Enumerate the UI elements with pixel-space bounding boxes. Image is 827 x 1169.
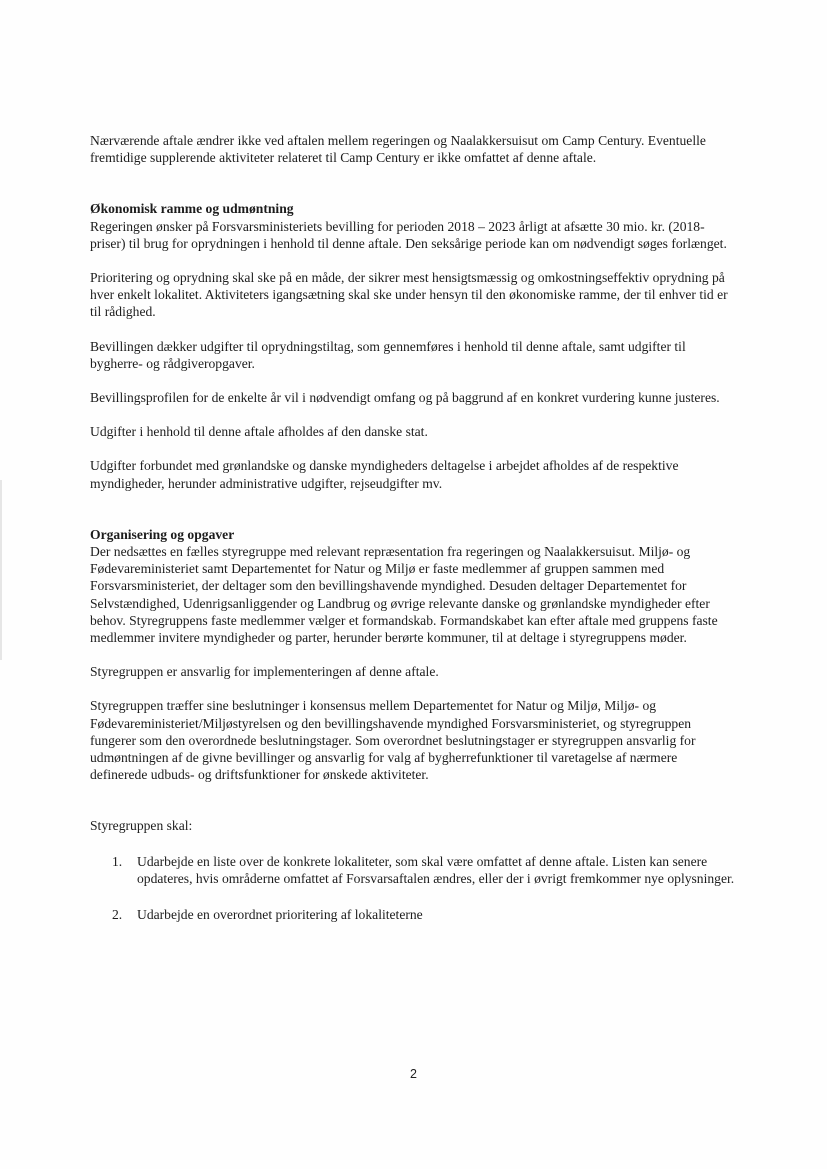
- organisation-paragraph-3: Styregruppen træffer sine beslutninger i konsensus mellem Departementet for Natur og Miljø, Miljø- og Fødevareministeriet/Miljøstyrelsen og den bevillingshavende myndighed Forsvarsministeriet, og styregruppen fungerer som den overordnede beslutningstager. Som overordnet beslutningstager er styregruppen ansvarlig for udmøntningen af de givne bevillinger og ansvarlig for valg af bygherrefunktioner til varetagelse af nærmere definerede udbuds- og driftsfunktioner for ønskede aktiviteter.: [90, 698, 696, 783]
- list-item: [90, 853, 735, 887]
- task-list-intro: Styregruppen skal:: [90, 818, 193, 834]
- economic-paragraph-4: Bevillingsprofilen for de enkelte år vil i nødvendigt omfang og på baggrund af en konkret vurdering kunne justeres.: [90, 390, 720, 406]
- economic-paragraph-6: Udgifter forbundet med grønlandske og danske myndigheders deltagelse i arbejdet afholdes af de respektive myndigheder, herunder administrative udgifter, rejseudgifter mv.: [90, 458, 679, 491]
- scan-edge-mark: [0, 480, 2, 660]
- organisation-paragraph-1: Der nedsættes en fælles styregruppe med relevant repræsentation fra regeringen og Naalakkersuisut. Miljø- og Fødevareministeriet samt Departementet for Natur og Miljø er faste medlemmer af gruppen sammen med Forsvarsministeriet, der deltager som den bevillingshavende myndighed. Desuden deltager Departementet for Selvstændighed, Udenrigsanliggender og Landbrug og øvrige relevante danske og grønlandske myndigheder efter behov. Styregruppens faste medlemmer vælger et formandskab. Formandskabet kan efter aftale med gruppens faste medlemmer invitere myndigheder og parter, herunder berørte kommuner, til at deltage i styregruppens møder.: [90, 544, 718, 646]
- economic-paragraph-3: Bevillingen dækker udgifter til oprydningstiltag, som gennemføres i henhold til denne aftale, samt udgifter til bygherre- og rådgiveropgaver.: [90, 338, 686, 371]
- page-number: 2: [410, 1067, 417, 1081]
- intro-paragraph: Nærværende aftale ændrer ikke ved aftalen mellem regeringen og Naalakkersuisut om Camp Century. Eventuelle fremtidige supplerende aktiviteter relateret til Camp Century er ikke omfattet af denne aftale.: [90, 133, 706, 166]
- document-body: [90, 132, 735, 942]
- list-item-number: 2.: [112, 907, 123, 923]
- list-item: [90, 906, 735, 923]
- section-economic-framework: [90, 200, 735, 491]
- list-item-text: Udarbejde en overordnet prioritering af lokaliteterne: [137, 907, 423, 923]
- economic-paragraph-1: Regeringen ønsker på Forsvarsministeriets bevilling for perioden 2018 – 2023 årligt at afsætte 30 mio. kr. (2018-priser) til brug for oprydningen i henhold til denne aftale. Den seksårige periode kan om nødvendigt søges forlænget.: [90, 218, 727, 251]
- task-list: [90, 853, 735, 924]
- organisation-paragraph-2: Styregruppen er ansvarlig for implementeringen af denne aftale.: [90, 664, 439, 680]
- list-item-number: 1.: [112, 853, 123, 869]
- economic-paragraph-5: Udgifter i henhold til denne aftale afholdes af den danske stat.: [90, 424, 428, 440]
- section-heading-economic: Økonomisk ramme og udmøntning: [90, 201, 294, 217]
- section-heading-organisation: Organisering og opgaver: [90, 526, 235, 542]
- section-organisation-tasks: [90, 526, 735, 923]
- list-item-text: Udarbejde en liste over de konkrete lokaliteter, som skal være omfattet af denne aftale. Listen kan senere opdateres, hvis områderne omfattet af Forsvarsaftalen ændres, eller der i øvrigt fremkommer nye oplysninger.: [137, 853, 735, 886]
- economic-paragraph-2: Prioritering og oprydning skal ske på en måde, der sikrer mest hensigtsmæssig og omkostningseffektiv oprydning på hver enkelt lokalitet. Aktiviteters igangsætning skal ske under hensyn til den økonomiske ramme, der til enhver tid er til rådighed.: [90, 270, 728, 320]
